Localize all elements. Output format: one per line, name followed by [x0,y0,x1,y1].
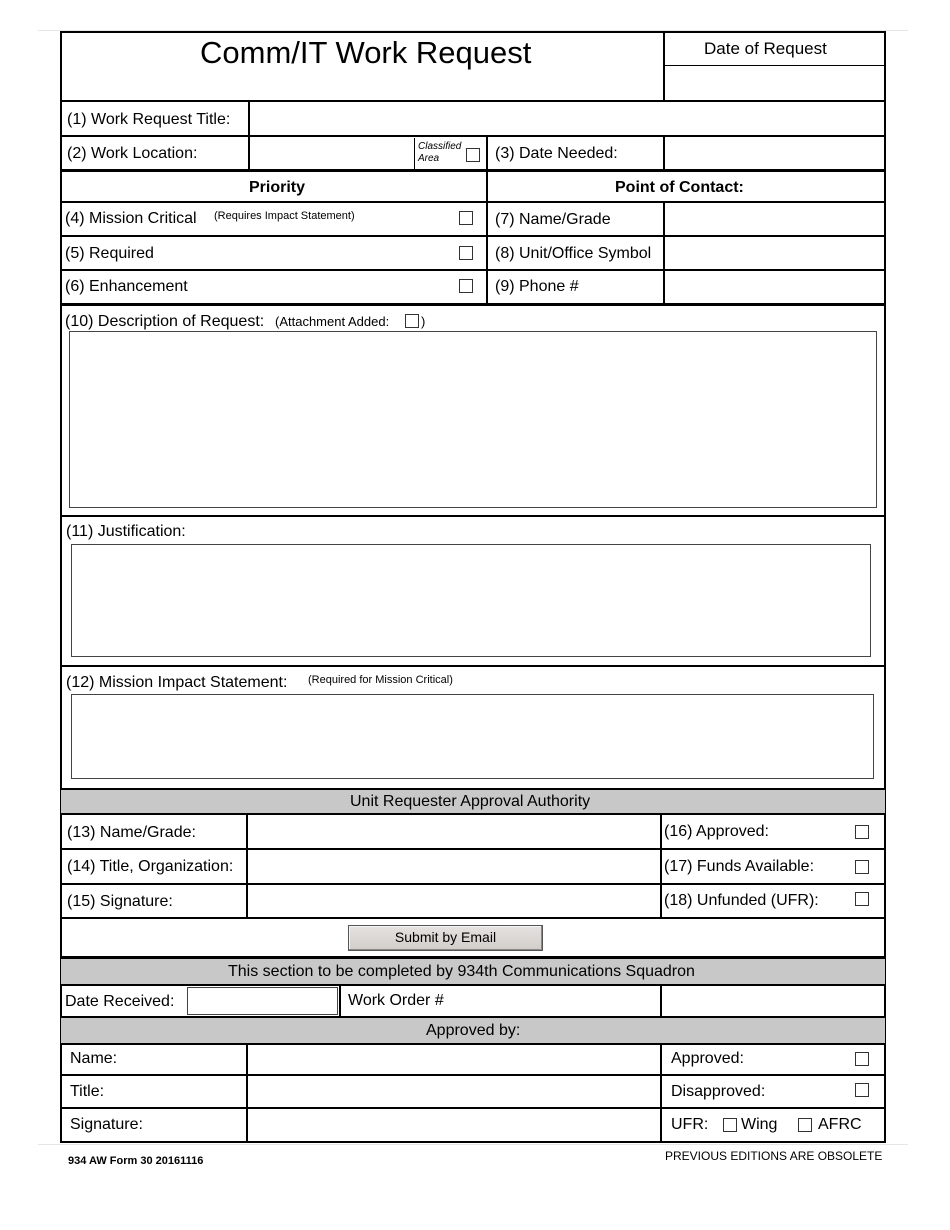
enhancement-label: (6) Enhancement [65,278,188,295]
squadron-name-field[interactable] [249,1046,658,1073]
phone-label: (9) Phone # [495,278,579,295]
title-organization-label: (14) Title, Organization: [67,858,234,875]
justification-label: (11) Justification: [66,523,186,540]
form-id: 934 AW Form 30 20161116 [68,1155,204,1167]
approved-label: (16) Approved: [664,823,769,840]
squadron-signature-field[interactable] [249,1110,658,1140]
work-order-label: Work Order # [348,992,444,1009]
attachment-added-checkbox[interactable] [405,314,419,328]
required-checkbox[interactable] [459,246,473,260]
submit-by-email-button[interactable]: Submit by Email [348,925,543,951]
squadron-name-label: Name: [70,1050,118,1067]
mission-impact-field[interactable] [71,694,874,779]
ufr-wing-checkbox[interactable] [723,1118,737,1132]
attachment-prefix: (Attachment Added: [275,314,390,329]
work-request-title-field[interactable] [251,103,882,133]
funds-available-label: (17) Funds Available: [664,858,815,875]
date-of-request-field[interactable] [665,67,883,100]
title-organization-field[interactable] [249,851,658,881]
justification-field[interactable] [71,544,871,657]
approval-authority-heading: Unit Requester Approval Authority [350,793,591,810]
squadron-title-field[interactable] [249,1077,658,1106]
unit-office-symbol-field[interactable] [666,238,882,268]
squadron-approved-label: Approved: [671,1050,744,1067]
mission-critical-note: (Requires Impact Statement) [214,210,355,222]
date-received-field[interactable] [187,987,338,1015]
squadron-signature-label: Signature: [70,1116,143,1133]
description-field[interactable] [69,331,877,508]
point-of-contact-heading: Point of Contact: [615,179,744,196]
funds-available-checkbox[interactable] [855,860,869,874]
approver-signature-label: (15) Signature: [67,893,173,910]
date-needed-label: (3) Date Needed: [495,145,618,162]
form-title: Comm/IT Work Request [200,35,532,70]
obsolete-notice: PREVIOUS EDITIONS ARE OBSOLETE [665,1149,883,1163]
ufr-wing-label: Wing [741,1116,778,1133]
approver-signature-field[interactable] [249,886,658,916]
priority-heading: Priority [249,179,306,196]
date-received-label: Date Received: [65,993,175,1010]
unfunded-label: (18) Unfunded (UFR): [664,892,819,909]
unfunded-checkbox[interactable] [855,892,869,906]
disapproved-checkbox[interactable] [855,1083,869,1097]
mission-critical-label: (4) Mission Critical [65,210,197,227]
mission-critical-checkbox[interactable] [459,211,473,225]
unit-office-symbol-label: (8) Unit/Office Symbol [495,245,652,262]
work-order-field[interactable] [663,987,882,1015]
enhancement-checkbox[interactable] [459,279,473,293]
squadron-approved-checkbox[interactable] [855,1052,869,1066]
mission-impact-label: (12) Mission Impact Statement: [66,674,288,691]
date-needed-field[interactable] [666,138,882,168]
classified-area-label: Classified Area [418,141,462,164]
poc-name-grade-field[interactable] [666,204,882,234]
approver-name-grade-label: (13) Name/Grade: [67,824,196,841]
classified-area-checkbox[interactable] [466,148,480,162]
work-location-field[interactable] [251,138,413,168]
description-label: (10) Description of Request: [65,313,265,330]
work-location-label: (2) Work Location: [67,145,198,162]
mission-impact-note: (Required for Mission Critical) [308,674,453,686]
work-request-title-label: (1) Work Request Title: [67,111,231,128]
attachment-suffix: ) [421,314,426,329]
poc-name-grade-label: (7) Name/Grade [495,211,611,228]
date-of-request-label: Date of Request [704,39,827,58]
squadron-title-label: Title: [70,1083,105,1100]
required-label: (5) Required [65,245,154,262]
ufr-afrc-label: AFRC [818,1116,862,1133]
approver-name-grade-field[interactable] [249,816,658,846]
approved-by-heading: Approved by: [426,1022,521,1039]
phone-field[interactable] [666,272,882,302]
ufr-afrc-checkbox[interactable] [798,1118,812,1132]
disapproved-label: Disapproved: [671,1083,766,1100]
approved-checkbox[interactable] [855,825,869,839]
squadron-heading: This section to be completed by 934th Communications Squadron [228,963,695,980]
ufr-label: UFR: [671,1116,709,1133]
